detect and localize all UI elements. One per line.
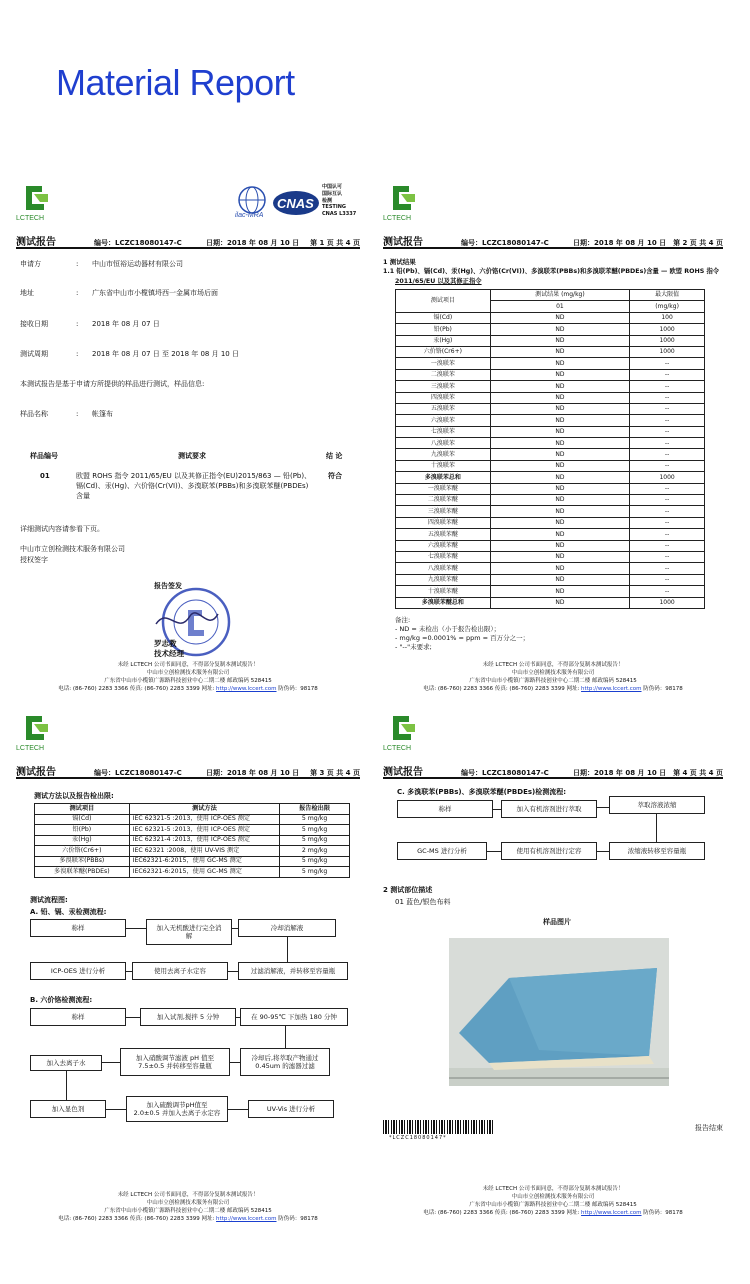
flow-box: 称样 <box>30 919 126 937</box>
table-row: 汞(Hg) IEC 62321-4 :2013，使用 ICP-OES 测定 5 mg/kg <box>35 835 350 846</box>
page-footer: 未经 LCTECH 公司书面同意，不得部分复制本测试报告！ 中山市立创检测技术服务有限公司 广东省中山市小榄镇广源路科技创业中心二期二楼 邮政编码 528415 电话: (86-760) 2283 3366 传真: (86-760) 2283 3399 网址: http://www.lccert.com 防伪码：98178 <box>58 662 318 692</box>
page-footer: 未经 LCTECH 公司书面同意，不得部分复制本测试报告！ 中山市立创检测技术服务有限公司 广东省中山市小榄镇广源路科技创业中心二期二楼 邮政编码 528415 电话: (86-760) 2283 3366 传真: (86-760) 2283 3399 网址: http://www.lccert.com 防伪码：98178 <box>58 1192 318 1222</box>
report-page-3: LCTECH 测试报告 编号：LCZC18080147-C 日期：2018 年 08 月 10 日 第 3 页 共 4 页 测试方法以及报告检出限: 测试项目 测试方法 报告检出限 镉(Cd) IEC 62321-5 :2013，使用 ICP-OES 测定 5 mg/kg 铅(Pb) IEC 62321-5 :2013，使用 ICP-OES 测定 5 mg/kg 汞(Hg) IEC 62321-4 :2013，使用 ICP-OES 测定 5 mg/kg 六价铬(Cr6+) IEC 62321 :2008，使用 UV-VIS 测定 2 mg/kg 多溴联苯(PBBs) IEC62321-6:2015，使用 GC-MS 测定 5 mg/kg 多溴联苯醚(PBDEs) IEC62321-6:2015，使用 GC-MS 测定 5 mg/kg 测试流程图: A. 铅、镉、汞检测流程: 称样 加入无机酸进行完全消解 冷却消解液 过滤消解液，并转移至容量瓶 使用去离子水定容 ICP-OES 进行分析 B. 六价铬检测流程: 称样 加入试剂,搅拌 5 分钟 在 90-95℃ 下加热 180 分钟 冷却后,将萃取产物通过 0.45um 的滤器过滤 加入硝酸调节滤液 pH 值至 7.5±0.5 并转移至容量瓶 加入去离子水 加入显色剂 加入硫酸调节pH值至 2.0±0.5 并加入去离子水定容 UV-Vis 进行分析 未经 LCTECH 公司书面同意，不得部分复制本测试报告！ 中山市立创检测技术服务有限公司 广东省中山市小榄镇广源路科技创业中心二期二楼 邮政编码 528415 电话: (86-760) 2283 3366 传真: (86-760) 2283 3399 网址: http://www.lccert.com 防伪码：98178 <box>16 712 360 1232</box>
flow-box: 加入无机酸进行完全消解 <box>146 919 232 945</box>
flow-box: 在 90-95℃ 下加热 180 分钟 <box>240 1008 348 1026</box>
lctech-logo: LCTECH <box>383 712 423 756</box>
table-row: 五溴联苯醚 ND -- <box>396 529 705 540</box>
table-row: 七溴联苯醚 ND -- <box>396 551 705 562</box>
flow-box: 加入去离子水 <box>30 1055 102 1071</box>
methods-table: 测试项目 测试方法 报告检出限 镉(Cd) IEC 62321-5 :2013，使用 ICP-OES 测定 5 mg/kg 铅(Pb) IEC 62321-5 :2013，使用 ICP-OES 测定 5 mg/kg 汞(Hg) IEC 62321-4 :2013，使用 ICP-OES 测定 5 mg/kg 六价铬(Cr6+) IEC 62321 :2008，使用 UV-VIS 测定 2 mg/kg 多溴联苯(PBBs) IEC62321-6:2015，使用 GC-MS 测定 5 mg/kg 多溴联苯醚(PBDEs) IEC62321-6:2015，使用 GC-MS 测定 5 mg/kg <box>34 803 350 878</box>
flow-box: 称样 <box>30 1008 126 1026</box>
table-row: 四溴联苯 ND -- <box>396 392 705 403</box>
table-row: 五溴联苯 ND -- <box>396 403 705 414</box>
flow-box: ICP-OES 进行分析 <box>30 962 126 980</box>
report-end: 报告结束 <box>695 1124 723 1132</box>
barcode-text: *LCZC18080147* <box>389 1135 447 1141</box>
report-header: 测试报告 编号：LCZC18080147-C 日期：2018 年 08 月 10 日 第 4 页 共 4 页 <box>383 767 723 778</box>
ilac-globe-icon <box>232 184 272 220</box>
flow-box: 加入显色剂 <box>30 1100 106 1118</box>
flow-box: 使用去离子水定容 <box>132 962 228 980</box>
website-link[interactable]: http://www.lccert.com <box>216 1215 277 1222</box>
lctech-logo <box>16 182 56 226</box>
sample-photo <box>449 938 669 1086</box>
table-row: 八溴联苯 ND -- <box>396 438 705 449</box>
lctech-logo: LCTECH <box>16 712 56 756</box>
table-row: 二溴联苯 ND -- <box>396 369 705 380</box>
conclusion: 符合 <box>328 472 342 480</box>
table-row: 一溴联苯 ND -- <box>396 358 705 369</box>
lctech-logo-icon <box>22 182 50 212</box>
table-row: 九溴联苯 ND -- <box>396 449 705 460</box>
website-link[interactable]: http://www.lccert.com <box>216 685 277 692</box>
table-row: 九溴联苯醚 ND -- <box>396 574 705 585</box>
sample-name: 帐篷布 <box>92 410 113 418</box>
table-row: 八溴联苯醚 ND -- <box>396 563 705 574</box>
flow-box: GC-MS 进行分析 <box>397 842 487 860</box>
address: 广东省中山市小榄镇埒西一金属市场后面 <box>92 289 218 297</box>
table-row: 三溴联苯醚 ND -- <box>396 506 705 517</box>
accreditation-marks <box>232 182 360 222</box>
report-page-2: LCTECH 测试报告 编号：LCZC18080147-C 日期：2018 年 08 月 10 日 第 2 页 共 4 页 1 测试结果 1.1 铅(Pb)、镉(Cd)、汞(Hg)、六价铬(Cr(VI))、多溴联苯(PBBs)和多溴联苯醚(PBDEs)含量 — 欧盟 ROHS 指令 2011/65/EU 以及其修正指令 测试项目 测试结果 (mg/kg) 最大限值 01 (mg/kg) 镉(Cd) ND 100 铅(Pb) ND 1000 汞(Hg) ND 1000 六价铬(Cr6+) ND 1000 一溴联苯 ND -- 二溴联苯 ND -- 三溴联苯 ND -- 四溴联苯 ND -- 五溴联苯 ND -- 六溴联苯 ND -- 七溴联苯 ND -- 八溴联苯 ND -- 九溴联苯 ND -- 十溴联苯 ND -- 多溴联苯总和 ND 1000 一溴联苯醚 ND -- 二溴联苯醚 ND -- 三溴联苯醚 ND -- 四溴联苯醚 ND -- 五溴联苯醚 ND -- 六溴联苯醚 ND -- 七溴联苯醚 ND -- 八溴联苯醚 ND -- 九溴联苯醚 ND -- 十溴联苯醚 ND -- 多溴联苯醚总和 ND 1000 备注: - ND = 未检出（小于报告检出限）； - mg/kg =0.0001% = ppm = 百万分之一； - "--"未要求; 未经 LCTECH 公司书面同意，不得部分复制本测试报告！ 中山市立创检测技术服务有限公司 广东省中山市小榄镇广源路科技创业中心二期二楼 邮政编码 528415 电话: (86-760) 2283 3366 传真: (86-760) 2283 3399 网址: http://www.lccert.com 防伪码：98178 <box>383 182 723 692</box>
cnas-text: CNAS <box>277 196 314 211</box>
flow-box: 称样 <box>397 800 493 818</box>
signer-name: 罗志教 <box>154 639 177 648</box>
page-footer: 未经 LCTECH 公司书面同意，不得部分复制本测试报告！ 中山市立创检测技术服务有限公司 广东省中山市小榄镇广源路科技创业中心二期二楼 邮政编码 528415 电话: (86-760) 2283 3366 传真: (86-760) 2283 3399 网址: http://www.lccert.com 防伪码：98178 <box>423 1186 683 1216</box>
table-row: 六溴联苯醚 ND -- <box>396 540 705 551</box>
signer-title: 技术经理 <box>154 649 184 658</box>
table-row: 十溴联苯醚 ND -- <box>396 586 705 597</box>
flow-box: UV-Vis 进行分析 <box>248 1100 334 1118</box>
report-page-1: LCTECH ilac-MRA CNAS 中国认可 国际互认 检测 TESTING CNAS L3337 测试报告 编号：LCZC18080147-C 日期：2018 年 08 月 10 日 第 1 页 共 4 页 申请方 : 中山市恒裕运动器材有限公司 地址 : 广东省中山市小榄镇埒西一金属市场后面 接收日期 : 2018 年 08 月 07 日 测试周期 : 2018 年 08 月 07 日 至 2018 年 08 月 10 日 本测试报告是基于申请方所提供的样品进行测试，样品信息: 样品名称 : 帐篷布 样品编号 测试要求 结 论 01 欧盟 ROHS 指令 2011/65/EU 以及其修正指令(EU)2015/863 — 铅(Pb)、 镉(Cd)、汞(Hg)、六价铬(Cr(VI))、多溴联苯(PBBs)和多溴联苯醚(PBDEs) 含量 符合 详细测试内容请参看下页。 中山市立创检测技术服务有限公司 授权签字 报告签发 罗志教 技术经理 未经 LCTECH 公司书面同意，不得部分复制本测试报告！ 中山市立创检测技术服务有限公司 广东省中山市小榄镇广源路科技创业中心二期二楼 邮政编码 528415 电话: (86-760) 2283 3366 传真: (86-760) 2283 3399 网址: http://www.lccert.com 防伪码：98178 <box>16 184 360 692</box>
table-row: 多溴联苯(PBBs) IEC62321-6:2015，使用 GC-MS 测定 5 mg/kg <box>35 856 350 867</box>
report-header: 测试报告 编号：LCZC18080147-C 日期：2018 年 08 月 10 日 第 2 页 共 4 页 <box>383 237 723 248</box>
lctech-logo: LCTECH <box>383 182 423 226</box>
report-header: 测试报告 编号：LCZC18080147-C 日期：2018 年 08 月 10 日 第 1 页 共 4 页 <box>16 237 360 248</box>
ilac-text: ilac-MRA <box>235 212 264 219</box>
website-link[interactable]: http://www.lccert.com <box>581 685 642 692</box>
table-row: 铅(Pb) ND 1000 <box>396 324 705 335</box>
received-date: 2018 年 08 月 07 日 <box>92 320 160 328</box>
lctech-logo-icon <box>389 712 417 742</box>
cnas-lines: 中国认可 国际互认 检测 TESTING CNAS L3337 <box>322 184 357 217</box>
flow-box: 冷却消解液 <box>238 919 336 937</box>
table-row: 六价铬(Cr6+) ND 1000 <box>396 346 705 357</box>
table-row: 四溴联苯醚 ND -- <box>396 517 705 528</box>
flow-box: 加入试剂,搅拌 5 分钟 <box>140 1008 236 1026</box>
table-row: 一溴联苯醚 ND -- <box>396 483 705 494</box>
flow-box: 浓缩液转移至容量瓶 <box>609 842 705 860</box>
lctech-logo-icon <box>389 182 417 212</box>
report-header: 测试报告 编号：LCZC18080147-C 日期：2018 年 08 月 10 日 第 3 页 共 4 页 <box>16 767 360 778</box>
page-title: Material Report <box>56 62 295 103</box>
table-row: 六价铬(Cr6+) IEC 62321 :2008，使用 UV-VIS 测定 2 mg/kg <box>35 846 350 857</box>
barcode <box>383 1120 493 1134</box>
table-row: 十溴联苯 ND -- <box>396 460 705 471</box>
cnas-logo-icon <box>272 188 320 218</box>
table-row: 七溴联苯 ND -- <box>396 426 705 437</box>
table-row: 三溴联苯 ND -- <box>396 381 705 392</box>
item-no: 01 <box>40 472 50 480</box>
website-link[interactable]: http://www.lccert.com <box>581 1209 642 1216</box>
page-footer: 未经 LCTECH 公司书面同意，不得部分复制本测试报告！ 中山市立创检测技术服务有限公司 广东省中山市小榄镇广源路科技创业中心二期二楼 邮政编码 528415 电话: (86-760) 2283 3366 传真: (86-760) 2283 3399 网址: http://www.lccert.com 防伪码：98178 <box>423 662 683 692</box>
flow-box: 过滤消解液，并转移至容量瓶 <box>238 962 348 980</box>
lctech-logo-icon <box>22 712 50 742</box>
table-row: 镉(Cd) ND 100 <box>396 312 705 323</box>
table-row: 二溴联苯醚 ND -- <box>396 495 705 506</box>
test-period: 2018 年 08 月 07 日 至 2018 年 08 月 10 日 <box>92 350 239 358</box>
table-row: 汞(Hg) ND 1000 <box>396 335 705 346</box>
item-requirement: 欧盟 ROHS 指令 2011/65/EU 以及其修正指令(EU)2015/863 — 铅(Pb)、 镉(Cd)、汞(Hg)、六价铬(Cr(VI))、多溴联苯(PBBs)和多溴联苯醚(PBDEs) 含量 <box>76 472 312 500</box>
table-row: 六溴联苯 ND -- <box>396 415 705 426</box>
table-row: 铅(Pb) IEC 62321-5 :2013，使用 ICP-OES 测定 5 mg/kg <box>35 825 350 836</box>
intro-text: 本测试报告是基于申请方所提供的样品进行测试，样品信息: <box>20 380 205 388</box>
report-page-4: LCTECH 测试报告 编号：LCZC18080147-C 日期：2018 年 08 月 10 日 第 4 页 共 4 页 C. 多溴联苯(PBBs)、多溴联苯醚(PBDEs)检测流程: 称样 加入有机溶剂进行萃取 萃取溶液浓缩 浓缩液转移至容量瓶 使用有机溶剂进行定容 GC-MS 进行分析 2 测试部位描述 01 蓝色/银色布料 样品图片 *LCZC18080147* 报告结束 未经 LCTECH 公司书面同意，不得部分复制本测试报告！ 中山市立创检测技术服务有限公司 广东省中山市小榄镇广源路科技创业中心二期二楼 邮政编码 528415 电话: (86-760) 2283 3366 传真: (86-760) 2283 3399 网址: http://www.lccert.com 防伪码：98178 <box>383 712 723 1232</box>
part-description: 01 蓝色/银色布料 <box>395 898 451 906</box>
table-row: 多溴联苯醚总和 ND 1000 <box>396 597 705 608</box>
flow-box: 加入有机溶剂进行萃取 <box>501 800 597 818</box>
results-table: 测试项目 测试结果 (mg/kg) 最大限值 01 (mg/kg) 镉(Cd) ND 100 铅(Pb) ND 1000 汞(Hg) ND 1000 六价铬(Cr6+) ND 1000 一溴联苯 ND -- 二溴联苯 ND -- 三溴联苯 ND -- 四溴联苯 ND -- 五溴联苯 ND -- 六溴联苯 ND -- 七溴联苯 ND -- 八溴联苯 ND -- 九溴联苯 ND -- 十溴联苯 ND -- 多溴联苯总和 ND 1000 一溴联苯醚 ND -- 二溴联苯醚 ND -- 三溴联苯醚 ND -- 四溴联苯醚 ND -- 五溴联苯醚 ND -- 六溴联苯醚 ND -- 七溴联苯醚 ND -- 八溴联苯醚 ND -- 九溴联苯醚 ND -- 十溴联苯醚 ND -- 多溴联苯醚总和 ND 1000 <box>395 289 705 609</box>
applicant: 中山市恒裕运动器材有限公司 <box>92 260 183 268</box>
table-row: 多溴联苯总和 ND 1000 <box>396 472 705 483</box>
flow-box: 冷却后,将萃取产物通过 0.45um 的滤器过滤 <box>240 1048 330 1076</box>
flow-box: 使用有机溶剂进行定容 <box>501 842 597 860</box>
notes: 备注: - ND = 未检出（小于报告检出限）； - mg/kg =0.0001% = ppm = 百万分之一； - "--"未要求; <box>395 616 530 652</box>
flow-box: 加入硝酸调节滤液 pH 值至 7.5±0.5 并转移至容量瓶 <box>120 1048 230 1076</box>
table-row: 多溴联苯醚(PBDEs) IEC62321-6:2015，使用 GC-MS 测定 5 mg/kg <box>35 867 350 878</box>
flow-box: 加入硫酸调节pH值至 2.0±0.5 并加入去离子水定容 <box>126 1096 228 1122</box>
lctech-brand: LCTECH <box>16 215 45 222</box>
table-row: 镉(Cd) IEC 62321-5 :2013，使用 ICP-OES 测定 5 mg/kg <box>35 814 350 825</box>
flow-box: 萃取溶液浓缩 <box>609 796 705 814</box>
